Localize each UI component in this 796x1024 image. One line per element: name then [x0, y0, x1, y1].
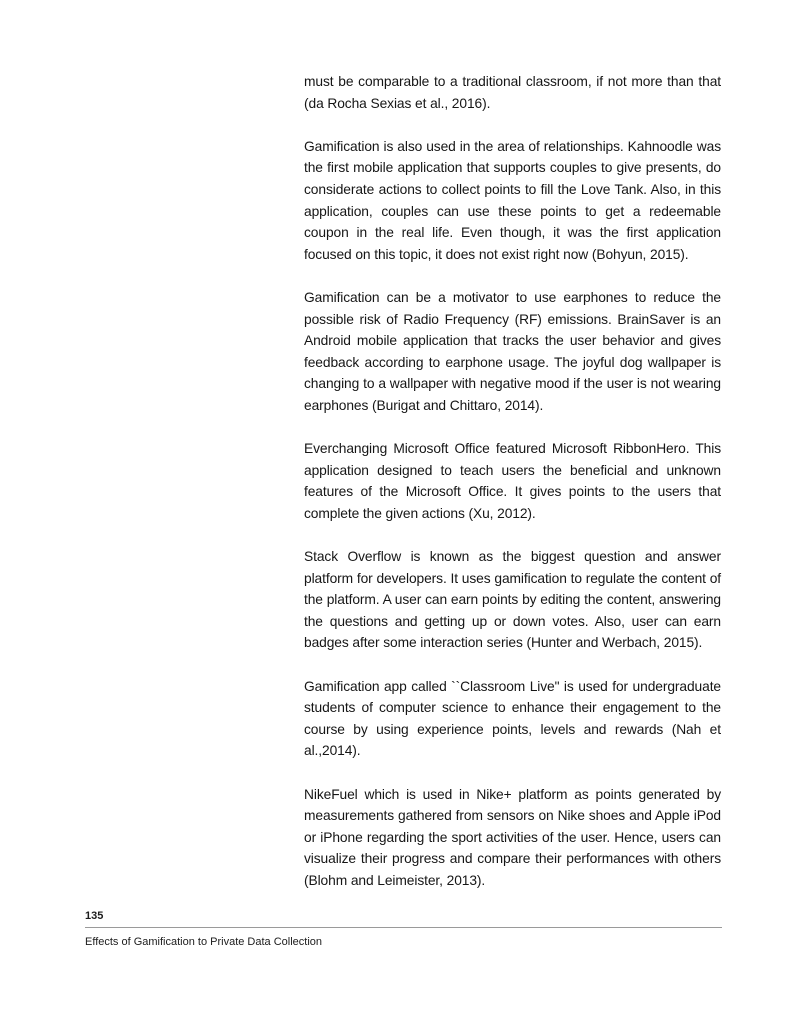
- paragraph-classroom-comparison: must be comparable to a traditional classroom, if not more than that (da Rocha Sexias et al., 2016).: [304, 74, 721, 111]
- paragraph-kahnoodle: Gamification is also used in the area of relationships. Kahnoodle was the first mobile application that supports couples to give presents, do considerate actions to collect points to fill the Love Tank. Also, in this application, couples can use these points to get a redeemable coupon in the real life. Even though, it was the first application focused on this topic, it does not exist right now (Bohyun, 2015).: [304, 138, 721, 262]
- page-number: 135: [85, 910, 104, 922]
- body-text-column: [304, 71, 721, 913]
- footer-divider: [85, 927, 722, 928]
- running-title: Effects of Gamification to Private Data Collection: [85, 936, 323, 948]
- paragraph-ribbonhero: Everchanging Microsoft Office featured Microsoft RibbonHero. This application designed to teach users the beneficial and unknown features of the Microsoft Office. It gives points to the users that complete the given actions (Xu, 2012).: [304, 441, 721, 521]
- paragraph-nikefuel: NikeFuel which is used in Nike+ platform as points generated by measurements gathered from sensors on Nike shoes and Apple iPod or iPhone regarding the sport activities of the user. Hence, users can visualize their progress and compare their performances with others (Blohm and Leimeister, 2013).: [304, 786, 721, 888]
- paragraph-brainsaver: Gamification can be a motivator to use earphones to reduce the possible risk of Radio Frequency (RF) emissions. BrainSaver is an Android mobile application that tracks the user behavior and gives feedback according to earphone usage. The joyful dog wallpaper is changing to a wallpaper with negative mood if the user is not wearing earphones (Burigat and Chittaro, 2014).: [304, 289, 721, 413]
- paragraph-stack-overflow: Stack Overflow is known as the biggest question and answer platform for developers. It uses gamification to regulate the content of the platform. A user can earn points by editing the content, answering the questions and getting up or down votes. Also, user can earn badges after some interaction series (Hunter and Werbach, 2015).: [304, 549, 721, 651]
- paragraph-classroom-live: Gamification app called ``Classroom Live" is used for undergraduate students of computer science to enhance their engagement to the course by using experience points, levels and rewards (Nah et al.,2014).: [304, 678, 721, 759]
